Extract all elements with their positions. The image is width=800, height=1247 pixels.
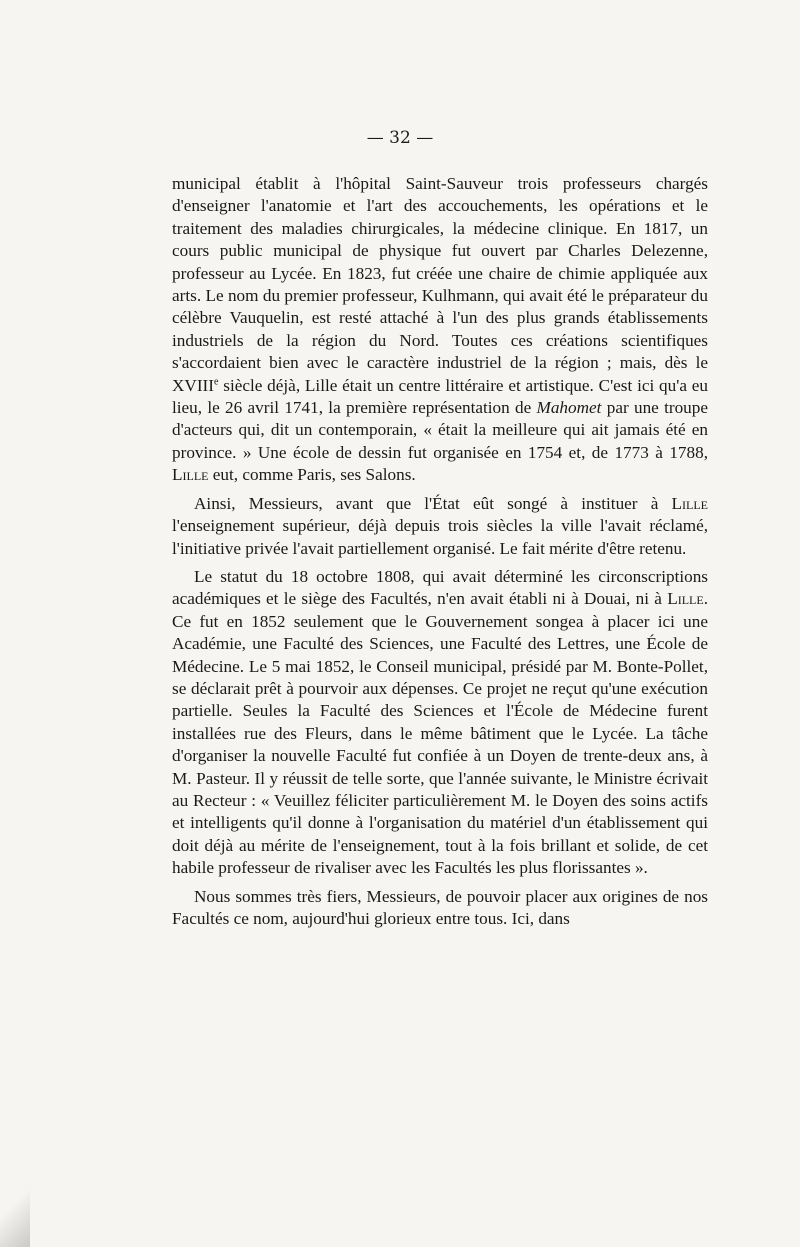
city-name-lille: Lille [172, 465, 209, 485]
paragraph-3 [172, 566, 708, 880]
paragraph-3-text: Le statut du 18 octobre 1808, qui avait déterminé les circonscriptions académiques et le siège des Facultés, n'en avait établi ni à Douai, ni à [172, 566, 708, 609]
paragraph-1-text: municipal établit à l'hôpital Saint-Sauveur trois professeurs chargés d'enseigner l'anatomie et l'art des accouchements, les opérations et le traitement des maladies chirurgicales, la médecine clinique. En 1817, un cours public municipal de physique fut ouvert par Charles Delezenne, professeur au Lycée. En 1823, fut créée une chaire de chimie appliquée aux arts. Le nom du premier professeur, Kulhmann, qui avait été le préparateur du célèbre Vauquelin, est resté attaché à l'un des plus grands établissements industriels de la région du Nord. Toutes ces créations scientifiques s'accordaient bien avec le caractère industriel de la région ; mais, dès le XVIII [172, 174, 708, 395]
paragraph-1 [172, 173, 708, 487]
city-name-lille: Lille [671, 493, 708, 513]
paragraph-4-text: Nous sommes très fiers, Messieurs, de pouvoir placer aux origines de nos Facultés ce nom, aujourd'hui glorieux entre tous. Ici, dans [172, 886, 708, 928]
page-number: — 32 — [366, 128, 434, 148]
superscript-e: e [214, 375, 219, 387]
city-name-lille: Lille [667, 589, 704, 609]
play-title-mahomet: Mahomet [536, 398, 602, 418]
paragraph-2 [172, 493, 708, 560]
page-edge-shadow [0, 1177, 30, 1247]
body-text [172, 173, 708, 930]
paragraph-4 [172, 886, 708, 931]
paragraph-2-text: Ainsi, Messieurs, avant que l'État eût songé à instituer à [194, 493, 672, 513]
paragraph-2-text-2: l'enseignement supérieur, déjà depuis trois siècles la ville l'avait réclamé, l'initiative privée l'avait partiellement organisé. Le fait mérite d'être retenu. [172, 516, 708, 558]
paragraph-1-text-2: siècle déjà, Lille était un centre littéraire et artistique. C'est ici qu'a eu lieu, le 26 avril 1741, la première représentation de [172, 375, 708, 418]
paragraph-3-text-2: . Ce fut en 1852 seulement que le Gouvernement songea à placer ici une Académie, une Faculté des Sciences, une Faculté des Lettres, une École de Médecine. Le 5 mai 1852, le Conseil municipal, présidé par M. Bonte-Pollet, se déclarait prêt à pourvoir aux dépenses. Ce projet ne reçut qu'une exécution partielle. Seules la Faculté des Sciences et l'École de Médecine furent installées rue des Fleurs, dans le même bâtiment que le Lycée. La tâche d'organiser la nouvelle Faculté fut confiée à un Doyen de trente-deux ans, à M. Pasteur. Il y réussit de telle sorte, que l'année suivante, le Ministre écrivait au Recteur : « Veuillez féliciter particulièrement M. le Doyen des soins actifs et intelligents qu'il donne à l'organisation du matériel d'un établissement qui doit déjà au mérite de l'enseignement, tout à la fois brillant et solide, de cet habile professeur de rivaliser avec les Facultés les plus florissantes ». [172, 589, 708, 878]
paragraph-1-text-4: eut, comme Paris, ses Salons. [208, 465, 416, 485]
paragraph-1-text-3: par une troupe d'acteurs qui, dit un contemporain, « était la meilleure qui ait jamais été en province. » Une école de dessin fut organisée en 1754 et, de 1773 à 1788, [172, 398, 708, 462]
